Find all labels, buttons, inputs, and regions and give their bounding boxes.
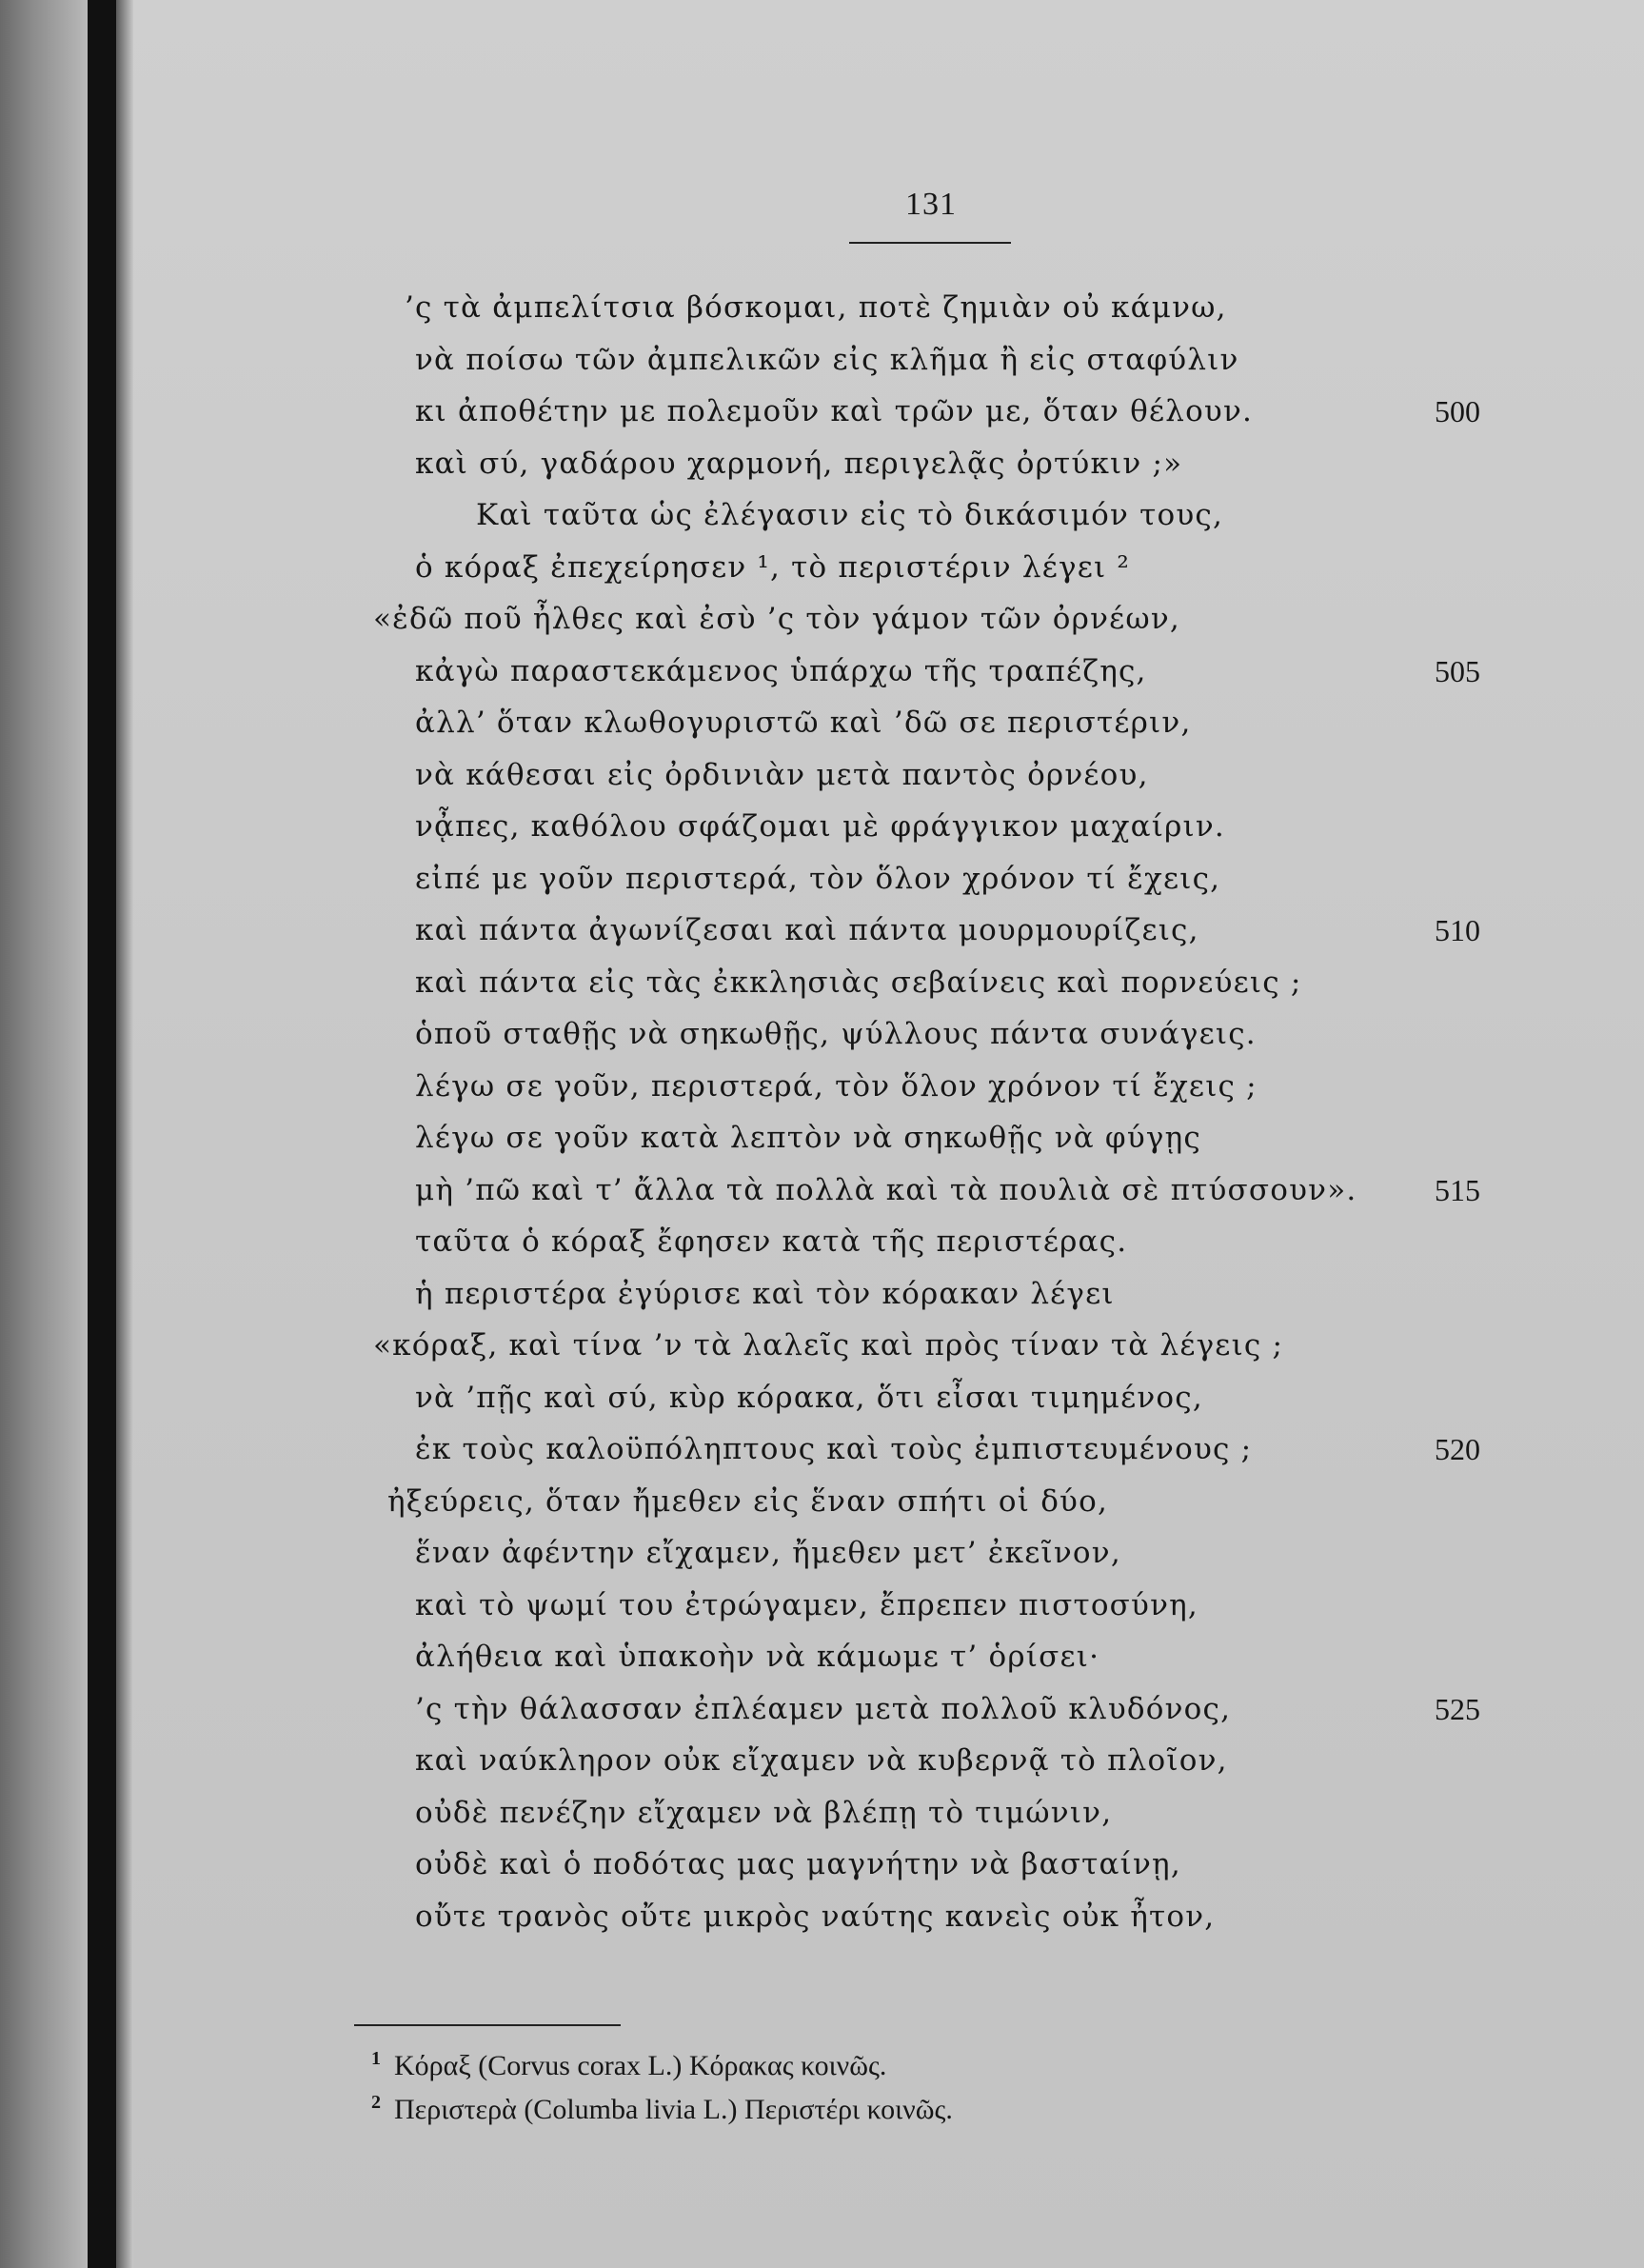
page-number: 131 [905,187,957,222]
verse-line [0,544,1644,591]
verse-text: «ἐδῶ ποῦ ἦλθες καὶ ἐσὺ ’ς τὸν γάμον τῶν ὀρνέων, [373,602,1180,636]
verse-text: ’ς τὴν θάλασσαν ἐπλέαμεν μετὰ πολλοῦ κλυδόνος, [415,1691,1232,1726]
verse-text: Καὶ ταῦτα ὡς ἐλέγασιν εἰς τὸ δικάσιμόν τους, [476,498,1224,532]
verse-text: ὁ κόραξ ἐπεχείρησεν ¹, τὸ περιστέριν λέγει ² [415,549,1131,585]
verse-line [0,1166,1644,1214]
verse-line [0,1374,1644,1422]
verse-line [0,855,1644,903]
verse-line [0,1322,1644,1369]
verse-text: ’ς τὰ ἀμπελίτσια βόσκομαι, ποτὲ ζημιὰν οὐ κάμνω, [405,290,1227,325]
verse-text: εἰπέ με γοῦν περιστερά, τὸν ὅλον χρόνον τί ἔχεις, [415,861,1221,896]
verse-text: μὴ ’πῶ καὶ τ’ ἄλλα τὰ πολλὰ καὶ τὰ πουλιὰ σὲ πτύσσουν». [415,1172,1357,1207]
verse-line [0,1218,1644,1265]
verse-line [0,388,1644,435]
verse-text: ἀλλ’ ὅταν κλωθογυριστῶ καὶ ’δῶ σε περιστέριν, [415,706,1192,740]
verse-line [0,491,1644,539]
verse-line [0,699,1644,746]
verse-line [0,959,1644,1006]
verse-line [0,647,1644,695]
verse-text: οὐδὲ πενέζην εἴχαμεν νὰ βλέπῃ τὸ τιμώνιν, [415,1795,1113,1830]
verse-text: οὐδὲ καὶ ὁ ποδότας μας μαγνήτην νὰ βασταίνῃ, [415,1847,1181,1881]
verse-text: κι ἀποθέτην με πολεμοῦν καὶ τρῶν με, ὅταν θέλουν. [415,394,1254,428]
verse-line [0,1685,1644,1733]
verse-text: κἀγὼ παραστεκάμενος ὑπάρχω τῆς τραπέζης, [415,653,1147,688]
verse-line [0,1425,1644,1473]
verse-line [0,1582,1644,1629]
verse-text: καὶ σύ, γαδάρου χαρμονή, περιγελᾷς ὀρτύκιν ;» [415,446,1183,481]
line-number: 515 [1435,1172,1480,1207]
verse-text: καὶ τὸ ψωμί του ἐτρώγαμεν, ἔπρεπεν πιστοσύνη, [415,1587,1198,1622]
footnote [0,2089,1644,2131]
footnote-text: Κόραξ (Corvus corax L.) Κόρακας κοινῶς. [394,2050,887,2081]
header-rule [849,242,1011,244]
footnote-rule [354,2024,621,2026]
footnote [0,2045,1644,2087]
verse-line [0,751,1644,799]
verse-text: νὰ κάθεσαι εἰς ὀρδινιὰν μετὰ παντὸς ὀρνέου, [415,757,1149,792]
verse-line [0,803,1644,850]
verse-line [0,440,1644,487]
verse-text: ταῦτα ὁ κόραξ ἔφησεν κατὰ τῆς περιστέρας. [415,1224,1128,1259]
verse-line [0,336,1644,384]
line-number: 505 [1435,653,1480,688]
verse-line [0,284,1644,331]
verse-text: καὶ ναύκληρον οὐκ εἴχαμεν νὰ κυβερνᾷ τὸ πλοῖον, [415,1743,1228,1778]
verse-line [0,595,1644,643]
verse-line [0,906,1644,954]
verse-text: νὰ ποίσω τῶν ἀμπελικῶν εἰς κλῆμα ἢ εἰς σταφύλιν [415,342,1239,377]
verse-text: ἀλήθεια καὶ ὑπακοὴν νὰ κάμωμε τ’ ὁρίσει· [415,1640,1100,1674]
verse-line [0,1478,1644,1525]
verse-text: ἐκ τοὺς καλοϋπόληπτους καὶ τοὺς ἐμπιστευμένους ; [415,1432,1253,1466]
line-number: 500 [1435,394,1480,428]
verse-text: καὶ πάντα ἀγωνίζεσαι καὶ πάντα μουρμουρίζεις, [415,913,1199,947]
verse-text: λέγω σε γοῦν κατὰ λεπτὸν νὰ σηκωθῇς νὰ φύγῃς [415,1121,1201,1155]
verse-text: νὰ ’πῇς καὶ σύ, κὺρ κόρακα, ὅτι εἶσαι τιμημένος, [415,1380,1203,1415]
verse-text: νᾆπες, καθόλου σφάζομαι μὲ φράγγικον μαχαίριν. [415,809,1225,844]
footnote-marker: 2 [371,2092,381,2113]
verse-text: ἡ περιστέρα ἐγύρισε καὶ τὸν κόρακαν λέγει [415,1276,1115,1311]
verse-text: λέγω σε γοῦν, περιστερά, τὸν ὅλον χρόνον τί ἔχεις ; [415,1068,1258,1104]
verse-line [0,1789,1644,1837]
verse-text: «κόραξ, καὶ τίνα ’ν τὰ λαλεῖς καὶ πρὸς τίναν τὰ λέγεις ; [373,1328,1284,1363]
verse-line [0,1270,1644,1318]
verse-text: οὔτε τρανὸς οὔτε μικρὸς ναύτης κανεὶς οὐκ ἦτον, [415,1899,1216,1934]
verse-text: ὁποῦ σταθῇς νὰ σηκωθῇς, ψύλλους πάντα συνάγεις. [415,1017,1257,1051]
footnote-text: Περιστερὰ (Columba livia L.) Περιστέρι κοινῶς. [394,2094,953,2125]
verse-line [0,1114,1644,1162]
line-number: 510 [1435,913,1480,947]
verse-text: ἕναν ἀφέντην εἴχαμεν, ἤμεθεν μετ’ ἐκεῖνον, [415,1536,1121,1570]
line-number: 520 [1435,1432,1480,1466]
verse-line [0,1633,1644,1681]
verse-line [0,1063,1644,1110]
verse-text: ἠξεύρεις, ὅταν ἤμεθεν εἰς ἕναν σπήτι οἱ δύο, [387,1483,1109,1519]
verse-line [0,1737,1644,1784]
verse-line [0,1010,1644,1058]
line-number: 525 [1435,1691,1480,1726]
verse-line [0,1840,1644,1888]
verse-line [0,1529,1644,1577]
verse-text: καὶ πάντα εἰς τὰς ἐκκλησιὰς σεβαίνεις καὶ πορνεύεις ; [415,965,1302,1000]
footnote-marker: 1 [371,2048,381,2069]
verse-line [0,1893,1644,1940]
